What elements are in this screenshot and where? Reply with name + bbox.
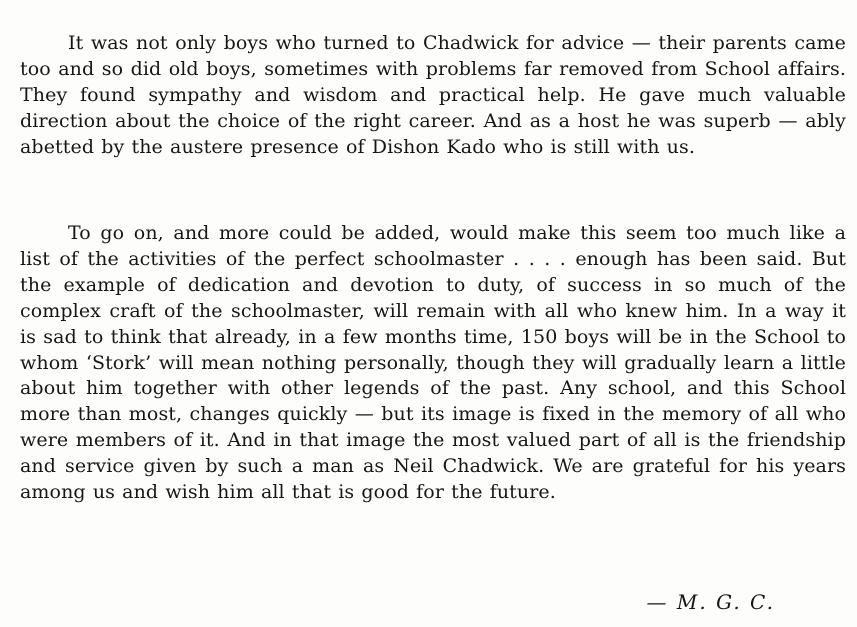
author-signature: — M. G. C. <box>646 590 775 614</box>
paragraph-chadwick-advice: It was not only boys who turned to Chadwick for advice — their parents came too and so did old boys, sometimes with problems far removed from School affairs. They found sympathy and wisdom and practical help. He gave much valuable direction about the choice of the right career. And as a host he was superb — ably abetted by the austere presence of Dishon Kado who is still with us. <box>20 32 846 158</box>
paragraph-perfect-schoolmaster: To go on, and more could be added, would make this seem too much like a list of the activities of the perfect schoolmaster . . . . enough has been said. But the example of dedication and devotion to duty, of success in so much of the complex craft of the schoolmaster, will remain with all who knew him. In a way it is sad to think that already, in a few months time, 150 boys will be in the School to whom ‘Stork’ will mean nothing personally, though they will gradually learn a little about him together with other legends of the past. Any school, and this School more than most, changes quickly — but its image is fixed in the memory of all who were members of it. And in that image the most valued part of all is the friendship and service given by such a man as Neil Chadwick. We are grateful for his years among us and wish him all that is good for the future. <box>20 222 846 504</box>
